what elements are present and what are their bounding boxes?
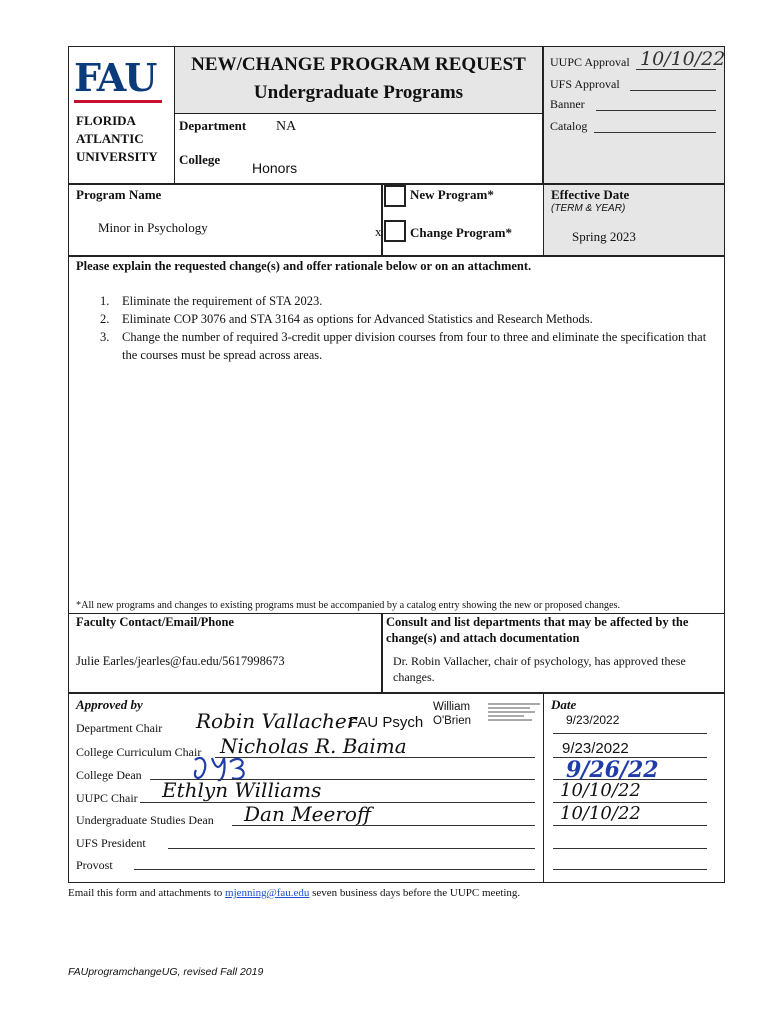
signature-college-curriculum-chair[interactable]: Nicholas R. Baima <box>220 734 407 758</box>
approved-by-label: Approved by <box>76 697 143 712</box>
email-link[interactable]: mjenning@fau.edu <box>225 887 310 899</box>
university-line: UNIVERSITY <box>76 149 158 164</box>
email-note-text: Email this form and attachments to <box>68 887 226 899</box>
program-name-value[interactable]: Minor in Psychology <box>98 220 208 235</box>
role-undergraduate-studies-dean: Undergraduate Studies Dean <box>76 813 214 827</box>
ufs-approval-line[interactable] <box>630 90 716 91</box>
fau-logo <box>74 55 164 106</box>
university-line: FLORIDA <box>76 113 136 128</box>
new-program-label: New Program* <box>410 187 494 202</box>
signature-line <box>215 757 535 758</box>
role-provost: Provost <box>76 858 113 872</box>
explanation-footnote: *All new programs and changes to existing programs must be accompanied by a catalog entry showing the new or proposed changes. <box>76 600 621 611</box>
college-value[interactable]: Honors <box>252 160 298 176</box>
signature-line <box>232 825 535 826</box>
date-department-chair[interactable]: 9/23/2022 <box>566 713 620 727</box>
form-title: NEW/CHANGE PROGRAM REQUEST <box>191 54 526 75</box>
email-note <box>68 887 520 899</box>
explanation-heading: Please explain the requested change(s) and offer rationale below or on an attachment. <box>76 259 532 273</box>
role-college-dean: College Dean <box>76 768 142 782</box>
banner-line[interactable] <box>596 110 716 111</box>
list-item: 2. Eliminate COP 3076 and STA 3164 as options for Advanced Statistics and Research Methods. <box>100 312 593 326</box>
change-program-label: Change Program* <box>410 225 512 240</box>
date-line <box>553 733 707 734</box>
date-uupc-chair[interactable]: 10/10/22 <box>560 780 641 801</box>
uupc-approval-value[interactable]: 10/10/22 <box>640 48 726 70</box>
change-program-mark: x <box>375 224 382 239</box>
signature-undergraduate-studies-dean[interactable]: Dan Meeroff <box>244 802 372 826</box>
form-subtitle: Undergraduate Programs <box>253 82 464 103</box>
signature-uupc-chair[interactable]: Ethlyn Williams <box>162 778 322 802</box>
digital-signature-details <box>488 701 540 727</box>
catalog-label: Catalog <box>550 119 588 133</box>
ufs-approval-label: UFS Approval <box>550 77 620 91</box>
date-line[interactable] <box>553 848 707 849</box>
banner-label: Banner <box>550 97 585 111</box>
effective-date-hint: (TERM & YEAR) <box>551 203 626 214</box>
new-program-checkbox[interactable] <box>384 185 406 207</box>
department-value[interactable]: NA <box>276 119 297 134</box>
consult-label: Consult and list departments that may be affected by the change(s) and attach documentation <box>386 615 689 645</box>
university-name <box>76 112 158 166</box>
logo-red-bar <box>74 100 162 103</box>
list-item: 1. Eliminate the requirement of STA 2023. <box>100 294 323 308</box>
change-program-checkbox[interactable] <box>384 220 406 242</box>
catalog-line[interactable] <box>594 132 716 133</box>
signature-department-chair[interactable]: Robin Vallacher <box>196 709 357 733</box>
role-department-chair: Department Chair <box>76 721 163 735</box>
date-label: Date <box>551 697 577 712</box>
college-label: College <box>179 152 221 167</box>
change-list[interactable] <box>100 292 718 364</box>
role-uupc-chair: UUPC Chair <box>76 791 138 805</box>
signature-line[interactable] <box>168 848 535 849</box>
effective-date-value[interactable]: Spring 2023 <box>572 229 636 244</box>
digital-signature-name: William O'Brien <box>433 701 471 727</box>
university-line: ATLANTIC <box>76 131 144 146</box>
uupc-approval-label: UUPC Approval <box>550 55 630 69</box>
email-note-text: seven business days before the UUPC meeting. <box>309 887 521 899</box>
date-college-curriculum-chair[interactable]: 9/23/2022 <box>562 740 629 757</box>
signature-line[interactable] <box>134 869 535 870</box>
date-college-dean[interactable]: 9/26/22 <box>566 757 659 783</box>
footer-revision: FAUprogramchangeUG, revised Fall 2019 <box>68 966 264 978</box>
program-name-label: Program Name <box>76 187 162 202</box>
faculty-contact-label: Faculty Contact/Email/Phone <box>76 615 234 629</box>
date-undergraduate-studies-dean[interactable]: 10/10/22 <box>560 803 641 824</box>
faculty-contact-value[interactable]: Julie Earles/jearles@fau.edu/5617998673 <box>76 654 285 668</box>
role-college-curriculum-chair: College Curriculum Chair <box>76 745 202 759</box>
list-item: 3. Change the number of required 3-credit upper division courses from four to three and eliminate the specification that the courses must be spread across areas. <box>100 330 707 362</box>
role-ufs-president: UFS President <box>76 836 146 850</box>
signature-extra-department-chair: FAU Psych <box>349 714 424 731</box>
consult-value[interactable]: Dr. Robin Vallacher, chair of psychology, has approved these changes. <box>393 654 686 684</box>
fau-logo-text: FAU <box>74 55 156 100</box>
date-line <box>553 825 707 826</box>
date-line[interactable] <box>553 869 707 870</box>
department-label: Department <box>179 118 247 133</box>
effective-date-label: Effective Date <box>551 187 630 202</box>
uupc-approval-line <box>636 69 716 70</box>
